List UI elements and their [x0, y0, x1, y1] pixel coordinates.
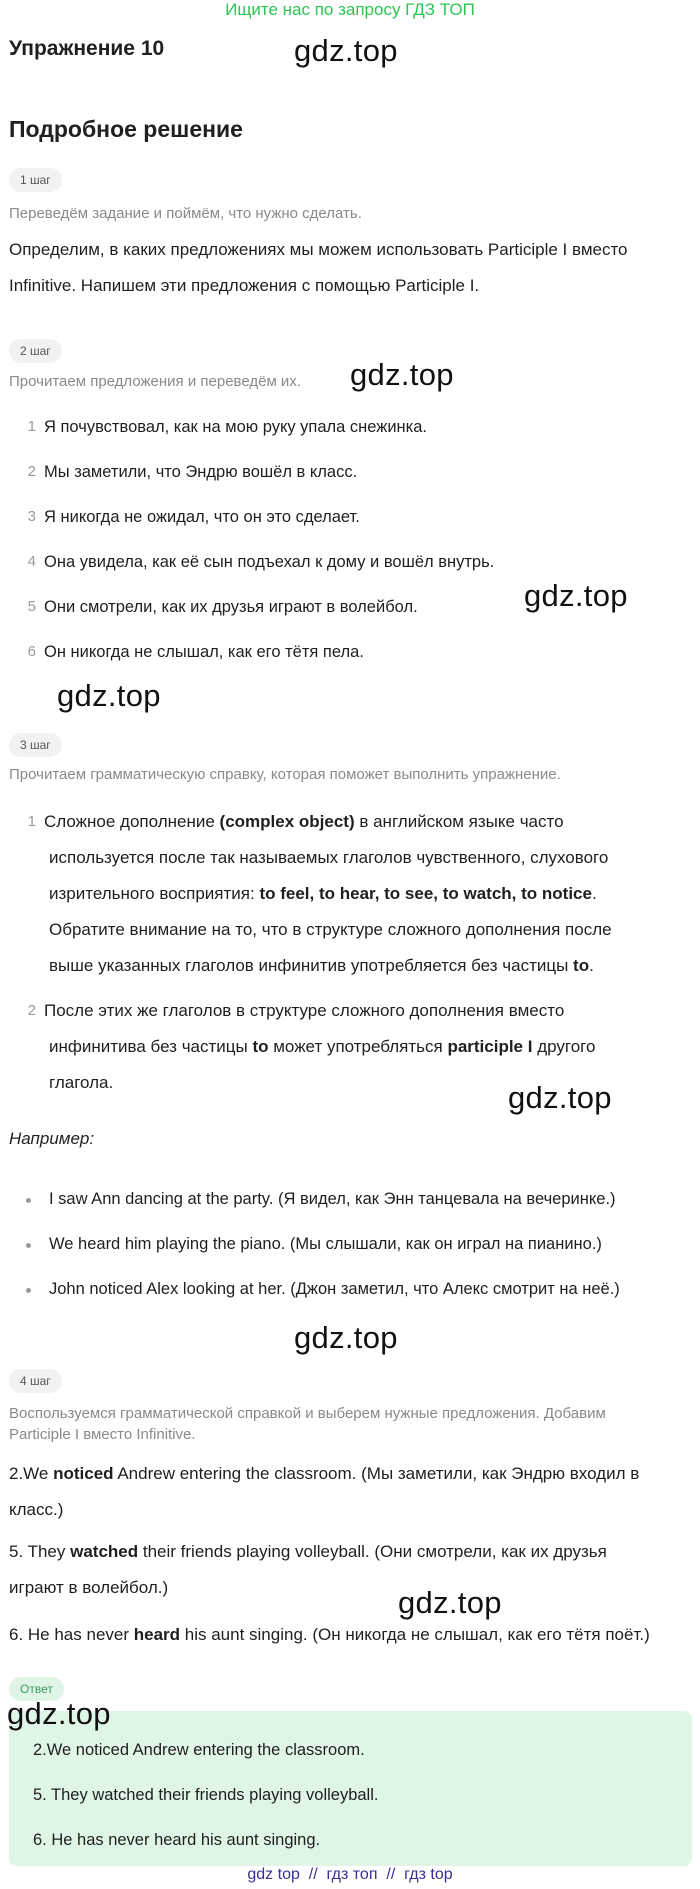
- rule-line: [49, 876, 676, 912]
- solution-line: класс.): [9, 1500, 64, 1519]
- list-text: Я почувствовал, как на мою руку упала снежинка.: [44, 418, 427, 436]
- example-label: Например:: [9, 1129, 95, 1148]
- rule-bold: participle I: [447, 1037, 533, 1056]
- footer-links[interactable]: gdz top // гдз топ // гдз top: [247, 1866, 453, 1883]
- list-number: 4: [27, 553, 36, 570]
- list-text: Мы заметили, что Эндрю вошёл в класс.: [44, 463, 358, 481]
- rule-item: [16, 804, 676, 984]
- watermark: gdz.top: [398, 1585, 502, 1620]
- watermark: gdz.top: [294, 1320, 398, 1355]
- solution-text: their friends playing volleyball. (Они смотрели, как их друзья: [138, 1542, 607, 1561]
- rule-line: используется после так называемых глаголов чувственного, слухового: [49, 848, 609, 867]
- step-badge: 2 шаг: [9, 339, 62, 363]
- list-text: Она увидела, как её сын подъехал к дому и вошёл внутрь.: [44, 553, 495, 571]
- watermark: gdz.top: [7, 1696, 111, 1731]
- watermark: gdz.top: [294, 33, 398, 68]
- watermark: gdz.top: [524, 578, 628, 613]
- watermark: gdz.top: [508, 1080, 612, 1115]
- answer-line: 5. They watched their friends playing volleyball.: [33, 1786, 379, 1804]
- bullet-dot: [26, 1243, 31, 1248]
- rule-line: [44, 804, 676, 840]
- step-hint: Прочитаем грамматическую справку, которая поможет выполнить упражнение.: [9, 766, 561, 783]
- bullet-dot: [26, 1198, 31, 1203]
- answer-badge: Ответ: [9, 1677, 64, 1701]
- list-number: 6: [27, 643, 36, 660]
- solution-bold: heard: [133, 1625, 181, 1644]
- step-hint: Participle I вместо Infinitive.: [9, 1426, 196, 1443]
- list-number: 1: [27, 418, 36, 435]
- answer-line: 6. He has never heard his aunt singing.: [33, 1831, 321, 1849]
- list-text: Они смотрели, как их друзья играют в волейбол.: [44, 598, 418, 616]
- rule-text: выше указанных глаголов инфинитив употребляется без частицы: [49, 956, 574, 975]
- rule-line: [49, 1029, 676, 1065]
- list-text: Он никогда не слышал, как его тётя пела.: [44, 643, 364, 661]
- list-number: 3: [27, 508, 36, 525]
- solution-text: his aunt singing. (Он никогда не слышал, как его тётя поёт.): [180, 1625, 650, 1644]
- step-hint: Прочитаем предложения и переведём их.: [9, 373, 301, 390]
- rule-line: [49, 948, 676, 984]
- rule-text: изрительного восприятия:: [49, 884, 260, 903]
- watermark: gdz.top: [350, 357, 454, 392]
- example-text: We heard him playing the piano. (Мы слышали, как он играл на пианино.): [49, 1235, 602, 1253]
- solution-text: 5. They: [9, 1542, 71, 1561]
- answer-line: 2.We noticed Andrew entering the classroom.: [33, 1741, 365, 1759]
- step1-line: Infinitive. Напишем эти предложения с помощью Participle I.: [9, 276, 480, 295]
- list-number: 2: [27, 1002, 36, 1019]
- example-text: I saw Ann dancing at the party. (Я видел, как Энн танцевала на вечеринке.): [49, 1190, 616, 1208]
- bullet-dot: [26, 1288, 31, 1293]
- watermark: gdz.top: [57, 678, 161, 713]
- step-badge: 1 шаг: [9, 168, 62, 192]
- solution-text: Andrew entering the classroom. (Мы заметили, как Эндрю входил в: [113, 1464, 640, 1483]
- solution-text: 2.We: [9, 1464, 54, 1483]
- solution-text: 6. He has never: [9, 1625, 134, 1644]
- exercise-title: Упражнение 10: [9, 37, 165, 60]
- rule-line: Обратите внимание на то, что в структуре сложного дополнения после: [49, 920, 612, 939]
- list-text: Я никогда не ожидал, что он это сделает.: [44, 508, 360, 526]
- rule-text: .: [591, 884, 597, 903]
- list-number: 1: [27, 813, 36, 830]
- solution-bold: watched: [70, 1542, 139, 1561]
- rule-bold: (complex object): [219, 812, 355, 831]
- rule-text: может употребляться: [268, 1037, 448, 1056]
- solution-line: [9, 1456, 689, 1492]
- solution-line: [9, 1617, 689, 1653]
- rule-line: После этих же глаголов в структуре сложного дополнения вместо: [44, 1001, 565, 1020]
- rule-text: инфинитива без частицы: [49, 1037, 253, 1056]
- solution-bold: noticed: [53, 1464, 114, 1483]
- top-banner[interactable]: Ищите нас по запросу ГДЗ ТОП: [225, 0, 475, 19]
- step-hint: Воспользуемся грамматической справкой и выберем нужные предложения. Добавим: [9, 1405, 606, 1422]
- rule-text: в английском языке часто: [354, 812, 564, 831]
- step-badge: 3 шаг: [9, 733, 62, 757]
- rule-text: Сложное дополнение: [44, 812, 220, 831]
- section-title: Подробное решение: [9, 116, 243, 142]
- rule-line: глагола.: [49, 1073, 114, 1092]
- solution-line: играют в волейбол.): [9, 1578, 169, 1597]
- rule-text: другого: [532, 1037, 596, 1056]
- step-hint: Переведём задание и поймём, что нужно сделать.: [9, 205, 362, 222]
- step-badge: 4 шаг: [9, 1369, 62, 1393]
- solution-line: [9, 1534, 689, 1570]
- list-number: 2: [27, 463, 36, 480]
- rule-bold: to feel, to hear, to see, to watch, to notice: [259, 884, 592, 903]
- list-number: 5: [27, 598, 36, 615]
- example-text: John noticed Alex looking at her. (Джон заметил, что Алекс смотрит на неё.): [49, 1280, 620, 1298]
- rule-bold: to: [573, 956, 590, 975]
- rule-text: .: [589, 956, 594, 975]
- step1-line: Определим, в каких предложениях мы можем использовать Participle I вместо: [9, 240, 628, 259]
- rule-bold: to: [252, 1037, 269, 1056]
